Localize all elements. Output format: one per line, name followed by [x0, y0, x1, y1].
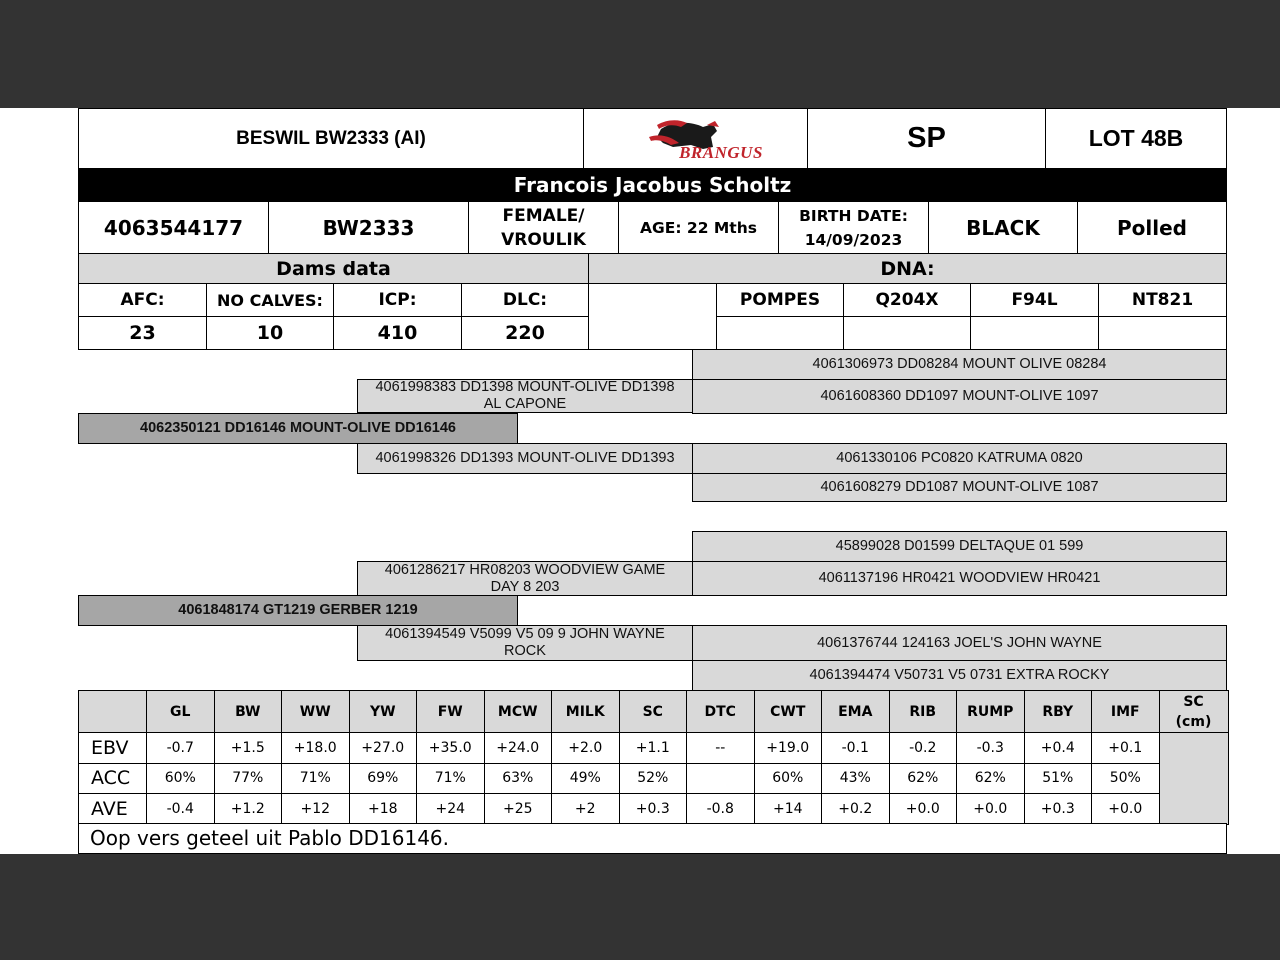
ebv-header-row — [79, 691, 1229, 733]
dna-blank — [588, 283, 717, 350]
pedigree-dam-dam — [357, 625, 693, 661]
acc-cell: 63% — [484, 763, 552, 794]
pedigree-sire-sire — [357, 379, 693, 413]
ave-cell: +1.2 — [214, 794, 282, 825]
sex — [468, 201, 619, 254]
ebv-header: MCW — [484, 691, 552, 733]
ebv-header: FW — [417, 691, 485, 733]
pedigree-dam: 4061848174 GT1219 GERBER 1219 — [78, 595, 518, 626]
acc-cell: 71% — [282, 763, 350, 794]
ebv-cell: +27.0 — [349, 733, 417, 764]
acc-cell: 71% — [417, 763, 485, 794]
pedigree-grandparent-3: 4061330106 PC0820 KATRUMA 0820 — [692, 443, 1227, 474]
ebv-row — [79, 733, 1229, 764]
colour: BLACK — [928, 201, 1078, 254]
pedigree-grandparent-2: 4061608360 DD1097 MOUNT-OLIVE 1097 — [692, 379, 1227, 414]
pedigree-grandparent-4: 4061608279 DD1087 MOUNT-OLIVE 1087 — [692, 473, 1227, 502]
ebv-cell: +35.0 — [417, 733, 485, 764]
horn-status: Polled — [1077, 201, 1227, 254]
ebv-corner — [79, 691, 147, 733]
acc-cell: 49% — [552, 763, 620, 794]
ebv-cell: +18.0 — [282, 733, 350, 764]
ebv-header: RUMP — [957, 691, 1025, 733]
dlc-label: DLC: — [461, 283, 589, 317]
acc-cell: 62% — [957, 763, 1025, 794]
tag-number: BW2333 — [268, 201, 469, 254]
comment: Oop vers geteel uit Pablo DD16146. — [78, 823, 1227, 854]
animal-name: BESWIL BW2333 (AI) — [78, 108, 584, 169]
pedigree-grandparent-5: 45899028 D01599 DELTAQUE 01 599 — [692, 531, 1227, 562]
afc-value: 23 — [78, 316, 207, 350]
sire-sire-line-2: AL CAPONE — [483, 396, 567, 412]
dna-f94l-label: F94L — [970, 283, 1099, 317]
sc-cm-line-1: SC — [1183, 693, 1204, 710]
dam-sire-line-1: 4061286217 HR08203 WOODVIEW GAME — [384, 561, 666, 578]
acc-cell: 69% — [349, 763, 417, 794]
ebv-cell: +0.4 — [1024, 733, 1092, 764]
ebv-cell: +1.5 — [214, 733, 282, 764]
ebv-cell: +1.1 — [619, 733, 687, 764]
ebv-header: BW — [214, 691, 282, 733]
ebv-cell: +24.0 — [484, 733, 552, 764]
ave-cell: +24 — [417, 794, 485, 825]
ave-cell: +0.3 — [619, 794, 687, 825]
dam-sire-line-2: DAY 8 203 — [490, 578, 560, 595]
acc-row-label: ACC — [79, 763, 147, 794]
ebv-cell: +0.1 — [1092, 733, 1160, 764]
acc-cell: 51% — [1024, 763, 1092, 794]
sp-label: SP — [807, 108, 1046, 169]
acc-cell: 77% — [214, 763, 282, 794]
ebv-header: IMF — [1092, 691, 1160, 733]
acc-cell: 43% — [822, 763, 890, 794]
dna-nt821-label: NT821 — [1098, 283, 1227, 317]
dna-q204x-label: Q204X — [843, 283, 971, 317]
ave-cell: +0.0 — [1092, 794, 1160, 825]
pedigree-grandparent-8: 4061394474 V50731 V5 0731 EXTRA ROCKY — [692, 660, 1227, 691]
acc-cell: 62% — [889, 763, 957, 794]
dlc-value: 220 — [461, 316, 589, 350]
ave-cell: +2 — [552, 794, 620, 825]
ebv-header: RBY — [1024, 691, 1092, 733]
ave-cell: +12 — [282, 794, 350, 825]
ebv-cell: +2.0 — [552, 733, 620, 764]
sex-line-2: VROULIK — [501, 229, 586, 250]
acc-cell: 50% — [1092, 763, 1160, 794]
ave-cell: +18 — [349, 794, 417, 825]
ebv-cell: -0.3 — [957, 733, 1025, 764]
ave-cell: +0.0 — [957, 794, 1025, 825]
dna-title: DNA: — [588, 253, 1227, 284]
no-calves-value: 10 — [206, 316, 334, 350]
age: AGE: 22 Mths — [618, 201, 779, 254]
dam-dam-line-1: 4061394549 V5099 V5 09 9 JOHN WAYNE — [385, 626, 665, 642]
ebv-header: GL — [147, 691, 215, 733]
acc-row — [79, 763, 1229, 794]
pedigree-sire: 4062350121 DD16146 MOUNT-OLIVE DD16146 — [78, 413, 518, 444]
acc-cell: 60% — [754, 763, 822, 794]
pedigree-grandparent-1: 4061306973 DD08284 MOUNT OLIVE 08284 — [692, 349, 1227, 380]
ebv-header: EMA — [822, 691, 890, 733]
ave-cell: +0.3 — [1024, 794, 1092, 825]
pedigree-grandparent-6: 4061137196 HR0421 WOODVIEW HR0421 — [692, 561, 1227, 596]
dam-dam-line-2: ROCK — [504, 643, 546, 659]
icp-label: ICP: — [333, 283, 462, 317]
registration-number: 4063544177 — [78, 201, 269, 254]
sc-cm-line-2: (cm) — [1175, 713, 1212, 730]
ebv-row-label: EBV — [79, 733, 147, 764]
ebv-cell: +19.0 — [754, 733, 822, 764]
ebv-table — [78, 690, 1229, 825]
ave-cell: +0.2 — [822, 794, 890, 825]
sire-sire-line-1: 4061998383 DD1398 MOUNT-OLIVE DD1398 — [375, 379, 675, 395]
dna-f94l-value — [970, 316, 1099, 350]
ave-row-label: AVE — [79, 794, 147, 825]
birth-date-value: 14/09/2023 — [804, 230, 903, 249]
birth-date-label: BIRTH DATE: — [799, 206, 908, 225]
pedigree-sire-dam: 4061998326 DD1393 MOUNT-OLIVE DD1393 — [357, 443, 693, 474]
sc-cm-blank — [1159, 733, 1228, 825]
icp-value: 410 — [333, 316, 462, 350]
ave-cell: -0.8 — [687, 794, 755, 825]
bull-logo-icon — [621, 115, 771, 163]
dna-nt821-value — [1098, 316, 1227, 350]
logo-text: BRANGUS — [678, 142, 763, 162]
pedigree-dam-sire — [357, 561, 693, 596]
ebv-header: SC — [619, 691, 687, 733]
ebv-header: DTC — [687, 691, 755, 733]
owner-name: Francois Jacobus Scholtz — [78, 168, 1227, 202]
ebv-cell: -- — [687, 733, 755, 764]
sex-line-1: FEMALE/ — [502, 205, 585, 226]
no-calves-label: NO CALVES: — [206, 283, 334, 317]
ebv-cell: -0.1 — [822, 733, 890, 764]
dna-pompes-value — [716, 316, 844, 350]
ave-row — [79, 794, 1229, 825]
brangus-logo — [583, 108, 808, 169]
ave-cell: +25 — [484, 794, 552, 825]
ebv-header: WW — [282, 691, 350, 733]
dna-pompes-label: POMPES — [716, 283, 844, 317]
dams-data-title: Dams data — [78, 253, 589, 284]
dna-q204x-value — [843, 316, 971, 350]
acc-cell: 52% — [619, 763, 687, 794]
afc-label: AFC: — [78, 283, 207, 317]
ebv-header: YW — [349, 691, 417, 733]
ebv-header: MILK — [552, 691, 620, 733]
ave-cell: -0.4 — [147, 794, 215, 825]
ebv-cell: -0.7 — [147, 733, 215, 764]
pedigree-grandparent-7: 4061376744 124163 JOEL'S JOHN WAYNE — [692, 625, 1227, 661]
acc-cell — [687, 763, 755, 794]
ebv-header: RIB — [889, 691, 957, 733]
ave-cell: +14 — [754, 794, 822, 825]
ebv-header: CWT — [754, 691, 822, 733]
lot-number: LOT 48B — [1045, 108, 1227, 169]
ebv-cell: -0.2 — [889, 733, 957, 764]
acc-cell: 60% — [147, 763, 215, 794]
ebv-header-sc-cm — [1159, 691, 1228, 733]
ave-cell: +0.0 — [889, 794, 957, 825]
birth-date — [778, 201, 929, 254]
